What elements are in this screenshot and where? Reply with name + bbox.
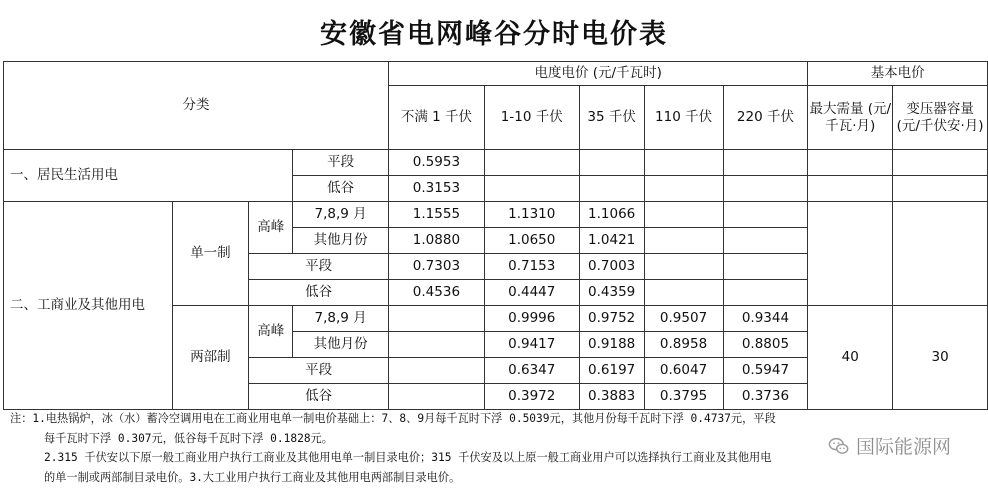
price-cell	[484, 150, 579, 176]
price-cell: 0.6047	[644, 358, 723, 384]
voltage-col-header: 220 千伏	[723, 86, 808, 150]
price-cell: 1.1555	[389, 202, 485, 228]
price-cell	[579, 150, 644, 176]
period-label: 平段	[249, 254, 389, 280]
period-label: 平段	[249, 358, 389, 384]
price-cell	[644, 228, 723, 254]
voltage-col-header: 1-10 千伏	[484, 86, 579, 150]
transformer-header: 变压器容量 (元/千伏安·月)	[893, 86, 988, 150]
footnote-line: 的单一制或两部制目录电价。3.大工业用户执行工商业及其他用电两部制目录电价。	[44, 470, 461, 484]
price-cell	[644, 150, 723, 176]
watermark	[828, 432, 951, 459]
price-cell	[389, 358, 485, 384]
period-label: 低谷	[293, 176, 389, 202]
period-label: 7,8,9 月	[293, 306, 389, 332]
price-cell: 0.7153	[484, 254, 579, 280]
price-cell: 0.5953	[389, 150, 485, 176]
two-part-system-label: 两部制	[172, 306, 249, 410]
price-cell: 0.5947	[723, 358, 808, 384]
period-label: 平段	[293, 150, 389, 176]
price-cell	[723, 254, 808, 280]
price-cell: 0.9188	[579, 332, 644, 358]
price-cell: 0.7003	[579, 254, 644, 280]
price-cell: 0.4536	[389, 280, 485, 306]
price-cell	[644, 202, 723, 228]
price-cell	[723, 176, 808, 202]
price-cell	[644, 176, 723, 202]
price-cell: 0.9752	[579, 306, 644, 332]
price-cell: 0.8805	[723, 332, 808, 358]
price-cell: 0.3736	[723, 384, 808, 410]
page-title: 安徽省电网峰谷分时电价表	[320, 19, 668, 50]
price-cell: 0.3795	[644, 384, 723, 410]
table-row	[4, 202, 988, 228]
price-cell	[389, 306, 485, 332]
transformer-value: 30	[893, 306, 988, 410]
period-label: 7,8,9 月	[293, 202, 389, 228]
price-cell: 1.1066	[579, 202, 644, 228]
residential-label: 一、居民生活用电	[4, 150, 293, 202]
price-cell: 0.8958	[644, 332, 723, 358]
price-cell: 0.9507	[644, 306, 723, 332]
price-cell: 1.0880	[389, 228, 485, 254]
price-cell	[644, 254, 723, 280]
industrial-label: 二、工商业及其他用电	[4, 202, 173, 410]
price-cell	[723, 202, 808, 228]
price-cell: 1.0650	[484, 228, 579, 254]
price-cell: 0.3883	[579, 384, 644, 410]
voltage-col-header: 不满 1 千伏	[389, 86, 485, 150]
wechat-icon	[828, 435, 850, 457]
period-label: 其他月份	[293, 228, 389, 254]
period-label: 其他月份	[293, 332, 389, 358]
price-cell	[723, 150, 808, 176]
price-cell: 0.6347	[484, 358, 579, 384]
price-cell: 1.1310	[484, 202, 579, 228]
peak-label: 高峰	[249, 306, 293, 358]
max-demand-value: 40	[808, 306, 893, 410]
basic-price-header: 基本电价	[808, 62, 988, 86]
tariff-table	[3, 61, 988, 410]
price-cell: 1.0421	[579, 228, 644, 254]
price-cell	[579, 176, 644, 202]
voltage-col-header: 35 千伏	[579, 86, 644, 150]
table-row	[4, 150, 988, 176]
footnote-line: 每千瓦时下浮 0.307元，低谷每千瓦时下浮 0.1828元。	[44, 431, 333, 445]
footnote-line: 注：1.电热锅炉，冰（水）蓄冷空调用电在工商业用电单一制电价基础上：7、8、9月每千瓦时下浮 0.5039元，其他月份每千瓦时下浮 0.4737元，平段	[10, 412, 776, 425]
price-cell	[389, 384, 485, 410]
price-cell: 0.7303	[389, 254, 485, 280]
price-cell: 0.9417	[484, 332, 579, 358]
price-cell	[389, 332, 485, 358]
peak-label: 高峰	[249, 202, 293, 254]
period-label: 低谷	[249, 280, 389, 306]
footnote-line: 2.315 千伏安以下原一般工商业用户执行工商业及其他用电单一制目录电价；315 千伏安及以上原一般工商业用户可以选择执行工商业及其他用电	[44, 451, 772, 464]
price-cell: 0.9344	[723, 306, 808, 332]
voltage-col-header: 110 千伏	[644, 86, 723, 150]
single-system-label: 单一制	[172, 202, 249, 306]
price-cell: 0.4447	[484, 280, 579, 306]
price-cell	[644, 280, 723, 306]
price-cell: 0.3972	[484, 384, 579, 410]
period-label: 低谷	[249, 384, 389, 410]
price-cell	[723, 280, 808, 306]
price-cell: 0.3153	[389, 176, 485, 202]
price-cell: 0.4359	[579, 280, 644, 306]
price-cell: 0.6197	[579, 358, 644, 384]
price-cell: 0.9996	[484, 306, 579, 332]
energy-price-header: 电度电价 (元/千瓦时)	[389, 62, 808, 86]
max-demand-header: 最大需量 (元/千瓦·月)	[808, 86, 893, 150]
category-header: 分类	[4, 62, 389, 150]
price-cell	[484, 176, 579, 202]
watermark-text: 国际能源网	[856, 436, 952, 458]
price-cell	[723, 228, 808, 254]
